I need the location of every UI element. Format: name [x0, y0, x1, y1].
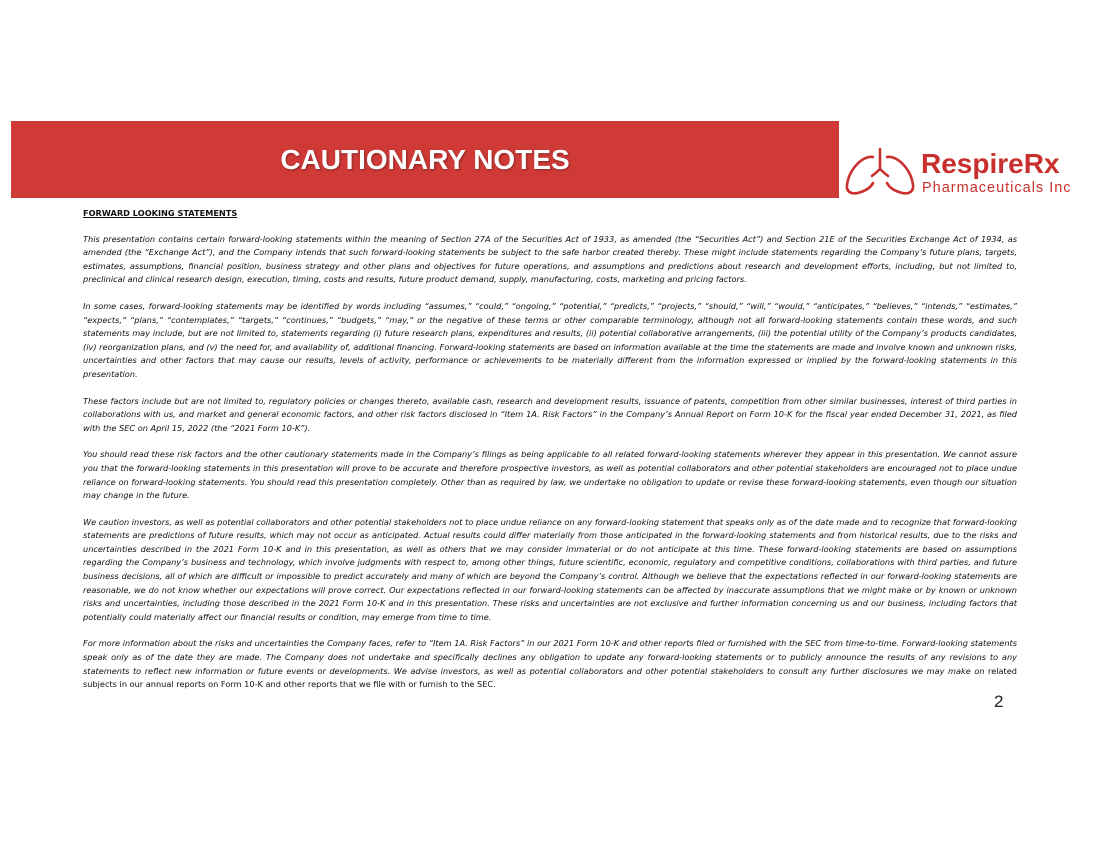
paragraph: These factors include but are not limited to, regulatory policies or changes thereto, available cash, research and development results, issuance of patents, competition from other similar businesses, interest of third parties in collaborations with us, and market and general economic factors, and other risk factors disclosed in “Item 1A. Risk Factors” in the Company’s Annual Report on Form 10-K for the fiscal year ended December 31, 2021, as filed with the SEC on April 15, 2022 (the “2021 Form 10-K”).	[83, 395, 1017, 433]
paragraph: We caution investors, as well as potential collaborators and other potential stakeholders not to place undue reliance on any forward-looking statement that speaks only as of the date made and to recognize that forward-looking statements are predictions of future results, which may not occur as anticipated. Actual results could differ materially from those anticipated in the forward-looking statements and from historical results, due to the risks and uncertainties described in the 2021 Form 10-K and in this presentation, as well as others that we may consider immaterial or do not anticipate at this time. These forward-looking statements are based on assumptions regarding the Company’s business and technology, which involve judgments with respect to, among other things, future scientific, economic, regulatory and competitive conditions, collaborations with third parties, and future business decisions, all of which are difficult or impossible to predict accurately and many of which are beyond the Company’s control. Although we believe that the expectations reflected in our forward-looking statements are reasonable, we do not know whether our expectations will prove correct. Our expectations reflected in our forward-looking statements can be affected by inaccurate assumptions that we might make or by known or unknown risks and uncertainties, including those described in the 2021 Form 10-K and in this presentation. These risks and uncertainties are not exclusive and further information concerning us and our business, including factors that potentially could materially affect our financial results or condition, may emerge from time to time.	[83, 516, 1017, 622]
page-number: 2	[994, 692, 1004, 711]
lungs-icon	[843, 147, 919, 197]
section-heading: FORWARD LOOKING STATEMENTS	[83, 208, 238, 218]
company-logo	[843, 147, 1088, 199]
paragraph: You should read these risk factors and the other cautionary statements made in the Company’s filings as being applicable to all related forward-looking statements wherever they appear in this presentation. We cannot assure you that the forward-looking statements in this presentation will prove to be accurate and therefore prospective investors, as well as potential collaborators and other potential stakeholders are encouraged not to place undue reliance on forward-looking statements. You should read this presentation completely. Other than as required by law, we undertake no obligation to update or revise these forward-looking statements, even though our situation may change in the future.	[83, 449, 1017, 501]
logo-subtitle: Pharmaceuticals Inc	[922, 180, 1072, 196]
title-banner	[11, 121, 839, 198]
paragraph: This presentation contains certain forward-looking statements within the meaning of Section 27A of the Securities Act of 1933, as amended (the “Securities Act”) and Section 21E of the Securities Exchange Act of 1934, as amended (the “Exchange Act”), and the Company intends that such forward-looking statements be subject to the safe harbor created thereby. These might include statements regarding the Company’s future plans, targets, estimates, assumptions, financial position, business strategy and other plans and objectives for future operations, and assumptions and predictions about research and development efforts, including, but not limited to, preclinical and clinical research design, execution, timing, costs and results, future product demand, supply, manufacturing, costs, marketing and pricing factors.	[83, 233, 1017, 285]
logo-name: RespireRx	[921, 148, 1060, 179]
document-body	[83, 207, 1017, 705]
paragraph-last-italic: For more information about the risks and uncertainties the Company faces, refer to “Item 1A. Risk Factors” in our 2021 Form 10-K and other reports filed or furnished with the SEC from time-to-time. Forward-looking statements speak only as of the date they are made. The Company does not undertake and specifically declines any obligation to update any forward-looking statements or to publicly announce the results of any revisions to any statements to reflect new information or future events or developments. We advise investors, as well as potential collaborators and other potential stakeholders to consult any further disclosures we may make on	[83, 638, 1017, 676]
page-title: CAUTIONARY NOTES	[280, 143, 570, 175]
paragraph: In some cases, forward-looking statements may be identified by words including “assumes,” “could,” “ongoing,” “potential,” “predicts,” “projects,” “should,” “will,” “would,” “anticipates,” “believes,” “intends,” “estimates,” “expects,” “plans,” “contemplates,” “targets,” “continues,” “budgets,” “may,” or the negative of these terms or other comparable terminology, although not all forward-looking statements contain these words, and such statements may include, but are not limited to, statements regarding (i) future research plans, expenditures and results, (ii) potential collaborative arrangements, (iii) the potential utility of the Company’s products candidates, (iv) reorganization plans, and (v) the need for, and availability of, additional financing. Forward-looking statements are based on information available at the time the statements are made and involve known and unknown risks, uncertainties and other factors that may cause our results, levels of activity, performance or achievements to be materially different from the information expressed or implied by the forward-looking statements in this presentation.	[83, 300, 1017, 379]
paragraph-last	[83, 637, 1017, 691]
paragraph-last-plain: related subjects in our annual reports on Form 10-K and other reports that we file with or furnish to the SEC.	[83, 665, 1017, 690]
